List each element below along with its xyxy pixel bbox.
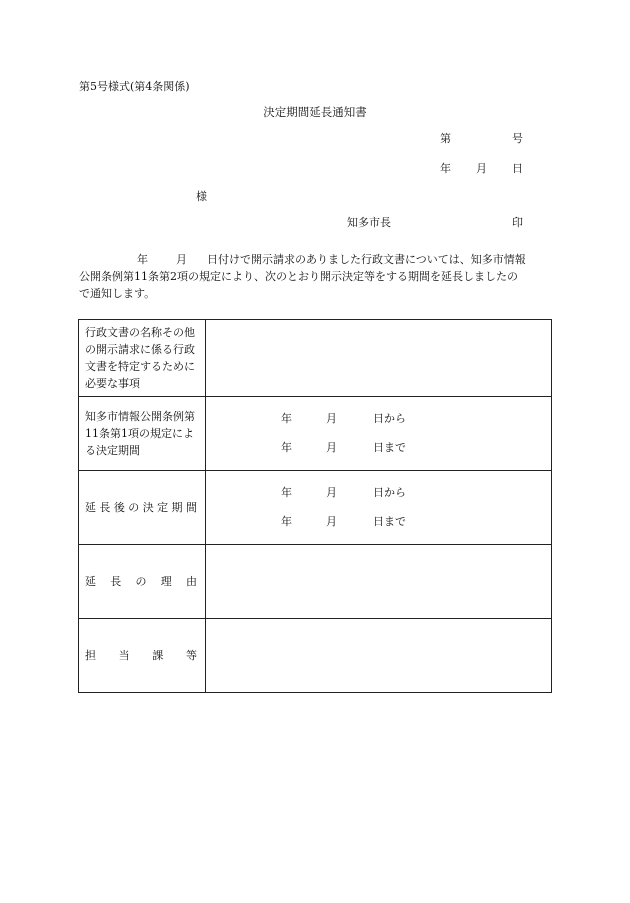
label-responsible-section [79, 619, 206, 693]
extended-period-from [281, 486, 551, 500]
char: 間 [185, 501, 197, 514]
char: 延 [85, 501, 96, 514]
doc-number-go: 号 [512, 132, 523, 145]
from-label: 日から [373, 412, 406, 425]
label-responsible-section-text [85, 647, 199, 664]
char: 等 [185, 649, 197, 662]
table-row [79, 320, 552, 397]
date-year: 年 [440, 162, 451, 175]
original-period-from [281, 412, 551, 426]
char: 決 [142, 501, 154, 514]
month-label: 月 [326, 486, 337, 499]
char: 長 [99, 501, 111, 514]
char: 延 [85, 575, 96, 588]
form-number: 第5号様式(第4条関係) [79, 80, 190, 93]
char: 長 [110, 575, 122, 588]
original-period-until [281, 441, 551, 455]
char: 当 [118, 649, 130, 662]
table-row [79, 397, 552, 471]
original-period-dates [206, 412, 551, 455]
value-document-name [206, 320, 552, 397]
body-line-3: で通知します。 [79, 287, 156, 300]
table-row [79, 471, 552, 545]
until-label: 日まで [373, 515, 406, 528]
body-month: 月 [176, 253, 187, 266]
body-line-1-text: 日付けで開示請求のありました行政文書については、知多市情報 [207, 253, 526, 266]
label-document-name: 行政文書の名称その他の開示請求に係る行政文書を特定するために必要な事項 [79, 320, 206, 397]
value-original-period [206, 397, 552, 471]
label-extension-reason-text [85, 573, 199, 590]
value-responsible-section [206, 619, 552, 693]
char: の [128, 501, 140, 514]
label-original-period: 知多市情報公開条例第11条第1項の規定による決定期間 [79, 397, 206, 471]
year-label: 年 [281, 515, 292, 528]
body-line-2: 公開条例第11条第2項の規定により、次のとおり開示決定等をする期間を延長しましたの [79, 270, 518, 283]
extended-period-until [281, 515, 551, 529]
sender-name: 知多市長 [347, 216, 391, 229]
char: 課 [152, 649, 164, 662]
body-line-1 [79, 251, 555, 268]
label-extended-period [79, 471, 206, 545]
extended-period-dates [206, 486, 551, 529]
month-label: 月 [326, 441, 337, 454]
seal-mark: 印 [512, 216, 523, 229]
char: 定 [157, 501, 169, 514]
notice-body [79, 251, 555, 302]
table-row [79, 619, 552, 693]
year-label: 年 [281, 486, 292, 499]
char: 後 [113, 501, 125, 514]
char: 担 [85, 649, 96, 662]
document-title: 決定期間延長通知書 [263, 105, 367, 119]
value-extension-reason [206, 545, 552, 619]
table-row [79, 545, 552, 619]
label-extended-period-text [85, 499, 199, 516]
month-label: 月 [326, 412, 337, 425]
from-label: 日から [373, 486, 406, 499]
date-month: 月 [476, 162, 487, 175]
char: 由 [186, 575, 197, 588]
addressee-suffix: 様 [196, 190, 207, 203]
label-extension-reason [79, 545, 206, 619]
date-day: 日 [512, 162, 523, 175]
char: の [135, 575, 147, 588]
body-year: 年 [137, 253, 148, 266]
doc-number-dai: 第 [440, 132, 451, 145]
until-label: 日まで [373, 441, 406, 454]
year-label: 年 [281, 412, 292, 425]
value-extended-period [206, 471, 552, 545]
char: 期 [171, 501, 183, 514]
notice-table [78, 319, 552, 693]
char: 理 [160, 575, 172, 588]
year-label: 年 [281, 441, 292, 454]
month-label: 月 [326, 515, 337, 528]
